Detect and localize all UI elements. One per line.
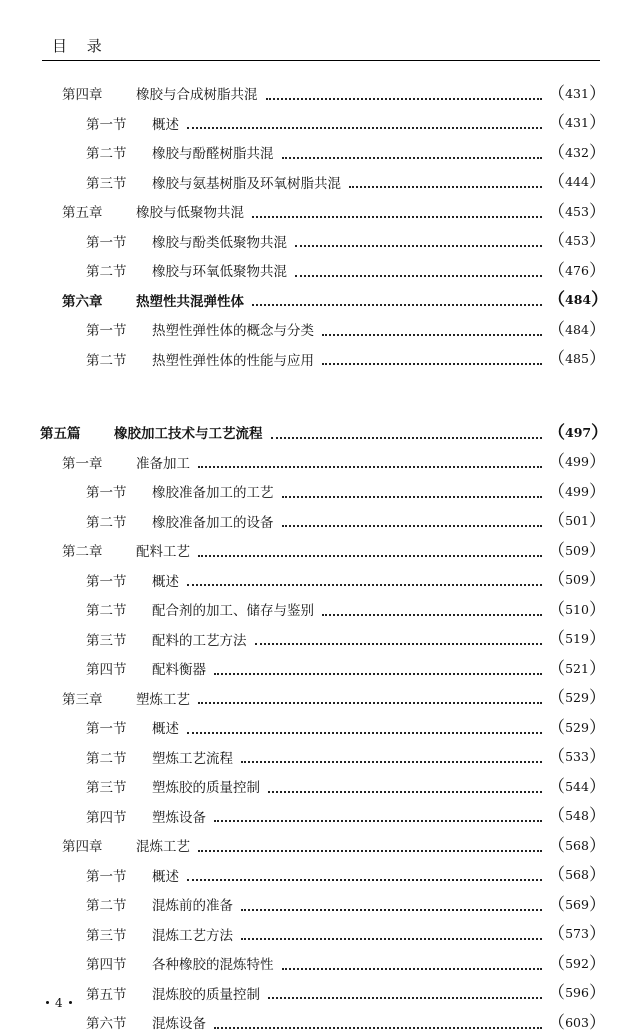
paren-right: ） bbox=[589, 806, 606, 826]
paren-left: （ bbox=[548, 865, 565, 885]
toc-entry-label bbox=[86, 868, 179, 885]
toc-entry-number: 第二节 bbox=[86, 750, 127, 767]
toc-page-number: 453 bbox=[565, 203, 589, 219]
paren-left: （ bbox=[548, 481, 565, 502]
toc-page-number: 499 bbox=[565, 483, 589, 499]
toc-entry-page bbox=[548, 658, 606, 679]
toc-leader-dots bbox=[241, 761, 542, 763]
toc-entry-number: 第二节 bbox=[86, 352, 127, 369]
paren-left: （ bbox=[548, 835, 565, 856]
paren-left: （ bbox=[548, 983, 565, 1003]
paren-left: （ bbox=[548, 688, 565, 708]
footer-dot-right-icon bbox=[69, 1001, 72, 1004]
toc-entry-page bbox=[548, 776, 606, 797]
toc-leader-dots bbox=[214, 1027, 542, 1029]
paren-left: （ bbox=[548, 806, 565, 826]
toc-entry[interactable] bbox=[40, 766, 606, 797]
toc-entry-page bbox=[548, 422, 609, 443]
toc-entry-title: 概述 bbox=[152, 721, 179, 737]
toc-entry-label bbox=[86, 927, 233, 944]
toc-entry-page bbox=[548, 894, 606, 915]
toc-entry-title: 橡胶准备加工的设备 bbox=[152, 514, 274, 531]
header-divider bbox=[42, 60, 600, 61]
toc-entry-number: 第一节 bbox=[86, 485, 127, 501]
paren-left: （ bbox=[548, 570, 565, 590]
toc-entry-page bbox=[548, 865, 606, 885]
toc-leader-dots bbox=[187, 732, 542, 734]
paren-left: （ bbox=[548, 260, 565, 281]
toc-entry-title: 热塑性共混弹性体 bbox=[136, 293, 244, 310]
toc-page-number: 521 bbox=[565, 660, 589, 676]
toc-entry-page bbox=[548, 717, 606, 738]
toc-entry-number: 第四节 bbox=[86, 809, 127, 826]
toc-entry-label bbox=[62, 691, 190, 708]
toc-entry-label bbox=[86, 750, 233, 767]
toc-entry-number: 第二节 bbox=[86, 514, 127, 531]
toc-entry-label bbox=[86, 723, 179, 737]
toc-entry-label bbox=[62, 293, 244, 310]
toc-entry[interactable] bbox=[40, 914, 606, 944]
toc-entry-page bbox=[548, 511, 606, 531]
toc-page-number: 529 bbox=[565, 719, 589, 735]
toc-leader-dots bbox=[187, 127, 542, 129]
toc-entry[interactable] bbox=[40, 648, 606, 679]
toc-entry-page bbox=[548, 747, 606, 767]
toc-entry-number: 第三节 bbox=[86, 927, 127, 944]
paren-left: （ bbox=[548, 319, 565, 340]
toc-entry[interactable] bbox=[40, 412, 609, 443]
toc-entry-number: 第二节 bbox=[86, 146, 127, 162]
toc-leader-dots bbox=[255, 643, 543, 645]
toc-entry[interactable] bbox=[40, 162, 606, 192]
toc-entry-number: 第五章 bbox=[62, 205, 103, 221]
paren-right: ） bbox=[589, 599, 606, 620]
toc-entry-label bbox=[86, 959, 274, 973]
toc-leader-dots bbox=[282, 525, 543, 527]
paren-left: （ bbox=[548, 452, 565, 472]
toc-entry-title: 混炼工艺 bbox=[136, 839, 190, 855]
toc-page-number: 444 bbox=[565, 174, 589, 189]
toc-entry-title: 橡胶与酚醛树脂共混 bbox=[152, 146, 274, 162]
toc-page-number: 568 bbox=[565, 837, 589, 853]
toc-entry-page bbox=[548, 481, 606, 502]
toc-entry-label bbox=[86, 605, 314, 619]
toc-entry-label bbox=[62, 89, 258, 103]
toc-entry-label bbox=[62, 546, 190, 560]
toc-entry-page bbox=[548, 113, 606, 133]
toc-page-number: 432 bbox=[565, 144, 589, 160]
footer-page-number: 4 bbox=[55, 996, 63, 1010]
toc-entry-number: 第一节 bbox=[86, 116, 127, 133]
toc-entry-label bbox=[86, 1018, 206, 1032]
paren-right: ） bbox=[589, 113, 606, 133]
toc-entry-number: 第四章 bbox=[62, 87, 103, 103]
paren-left: （ bbox=[548, 776, 565, 797]
toc-entry-label bbox=[86, 487, 274, 501]
paren-right: ） bbox=[589, 1012, 606, 1033]
toc-page-number: 431 bbox=[565, 85, 589, 101]
toc-page-number: 510 bbox=[565, 601, 589, 617]
toc-page-number: 497 bbox=[565, 424, 592, 440]
toc-entry[interactable] bbox=[40, 250, 606, 281]
toc-entry-label bbox=[40, 428, 263, 442]
toc-entry[interactable] bbox=[40, 796, 606, 826]
toc-leader-dots bbox=[187, 879, 542, 881]
toc-entry-number: 第二节 bbox=[86, 603, 127, 619]
toc-entry-number: 第六章 bbox=[62, 293, 103, 310]
toc-leader-dots bbox=[295, 275, 542, 277]
toc-leader-dots bbox=[322, 363, 542, 365]
toc-leader-dots bbox=[198, 850, 542, 852]
paren-right: ） bbox=[589, 481, 606, 502]
toc-spacer bbox=[40, 368, 602, 412]
toc-entry-title: 配料的工艺方法 bbox=[152, 632, 247, 649]
toc-entry-page bbox=[548, 570, 606, 590]
page-header bbox=[40, 22, 602, 56]
toc-entry[interactable] bbox=[40, 678, 606, 708]
toc-entry[interactable] bbox=[40, 103, 606, 133]
page-title: 目 录 bbox=[52, 37, 110, 55]
toc-leader-dots bbox=[241, 938, 542, 940]
paren-right: ） bbox=[589, 319, 606, 340]
toc-entry-number: 第一节 bbox=[86, 868, 127, 885]
toc-entry-number: 第三节 bbox=[86, 780, 127, 796]
toc-entry[interactable] bbox=[40, 973, 606, 1003]
paren-right: ） bbox=[589, 894, 606, 915]
toc-entry-number: 第一章 bbox=[62, 455, 103, 472]
toc-entry-page bbox=[548, 953, 606, 974]
paren-right: ） bbox=[589, 83, 606, 104]
toc-entry-number: 第三节 bbox=[86, 175, 127, 192]
toc-entry[interactable] bbox=[40, 560, 606, 590]
toc-entry-number: 第一节 bbox=[86, 573, 127, 590]
toc-entry[interactable] bbox=[40, 619, 606, 649]
toc-entry-title: 混炼前的准备 bbox=[152, 898, 233, 914]
toc-entry-page bbox=[548, 983, 606, 1003]
toc-entry[interactable] bbox=[40, 530, 606, 561]
paren-right: ） bbox=[589, 953, 606, 974]
toc-entry[interactable] bbox=[40, 309, 606, 340]
toc-entry-title: 概述 bbox=[152, 116, 179, 133]
toc-entry-label bbox=[86, 632, 247, 649]
paren-right: ） bbox=[589, 835, 606, 856]
toc-page-number: 548 bbox=[565, 808, 589, 823]
toc-entry-title: 塑炼设备 bbox=[152, 809, 206, 826]
toc-entry[interactable] bbox=[40, 501, 606, 531]
toc-entry-title: 准备加工 bbox=[136, 455, 190, 472]
toc-entry[interactable] bbox=[40, 73, 606, 104]
paren-left: （ bbox=[548, 172, 565, 192]
paren-left: （ bbox=[548, 83, 565, 104]
paren-right: ） bbox=[589, 349, 606, 369]
toc-entry-title: 热塑性弹性体的性能与应用 bbox=[152, 352, 314, 369]
toc-entry-page bbox=[548, 806, 606, 826]
toc-entry-title: 橡胶与环氧低聚物共混 bbox=[152, 264, 287, 280]
paren-left: （ bbox=[548, 422, 565, 443]
toc-entry[interactable] bbox=[40, 884, 606, 915]
toc-entry-label bbox=[86, 325, 314, 339]
toc-leader-dots bbox=[349, 186, 542, 188]
toc-page-number: 484 bbox=[565, 321, 589, 337]
paren-right: ） bbox=[589, 540, 606, 561]
paren-left: （ bbox=[548, 231, 565, 251]
toc-entry-label bbox=[62, 455, 190, 472]
toc-entry-number: 第三节 bbox=[86, 632, 127, 649]
paren-right: ） bbox=[589, 776, 606, 797]
toc-entry-title: 热塑性弹性体的概念与分类 bbox=[152, 323, 314, 339]
paren-left: （ bbox=[548, 349, 565, 369]
paren-right: ） bbox=[589, 717, 606, 738]
paren-left: （ bbox=[548, 142, 565, 163]
toc-entry[interactable] bbox=[40, 737, 606, 767]
toc-leader-dots bbox=[282, 157, 543, 159]
toc-entry-page bbox=[548, 688, 606, 708]
toc-entry-title: 橡胶准备加工的工艺 bbox=[152, 485, 274, 501]
toc-entry[interactable] bbox=[40, 221, 606, 251]
toc-entry-page bbox=[548, 201, 606, 222]
page-footer bbox=[40, 996, 78, 1010]
paren-left: （ bbox=[548, 540, 565, 561]
toc-entry-title: 塑炼胶的质量控制 bbox=[152, 780, 260, 796]
toc-page-number: 573 bbox=[565, 926, 589, 941]
toc-entry-page bbox=[548, 1012, 606, 1033]
toc-entry-page bbox=[548, 599, 606, 620]
toc-entry-title: 配合剂的加工、储存与鉴别 bbox=[152, 603, 314, 619]
toc-entry-label bbox=[86, 782, 260, 796]
toc-entry[interactable] bbox=[40, 825, 606, 856]
toc-page-number: 592 bbox=[565, 955, 589, 971]
toc-entry-page bbox=[548, 290, 609, 310]
paren-left: （ bbox=[548, 953, 565, 974]
toc-entry[interactable] bbox=[40, 1002, 606, 1033]
toc-leader-dots bbox=[268, 791, 542, 793]
toc-page-number: 568 bbox=[565, 867, 589, 882]
paren-right: ） bbox=[589, 688, 606, 708]
toc-page-number: 544 bbox=[565, 778, 589, 794]
toc-entry-title: 橡胶与低聚物共混 bbox=[136, 205, 244, 221]
toc-entry-label bbox=[86, 900, 233, 914]
toc-entry-number: 第二节 bbox=[86, 898, 127, 914]
toc-page-number: 501 bbox=[565, 513, 589, 528]
toc-entry-label bbox=[86, 664, 206, 678]
toc-entry-label bbox=[86, 148, 274, 162]
toc-leader-dots bbox=[268, 997, 542, 999]
paren-left: （ bbox=[548, 511, 565, 531]
paren-right: ） bbox=[589, 570, 606, 590]
paren-right: ） bbox=[589, 142, 606, 163]
toc-entry-number: 第六节 bbox=[86, 1016, 127, 1032]
toc-leader-dots bbox=[266, 98, 543, 100]
toc-entry-page bbox=[548, 835, 606, 856]
toc-page-number: 453 bbox=[565, 233, 589, 248]
toc-entry-label bbox=[86, 266, 287, 280]
toc-entry-number: 第二章 bbox=[62, 544, 103, 560]
toc-entry-number: 第五节 bbox=[86, 986, 127, 1003]
toc-entry-number: 第三章 bbox=[62, 691, 103, 708]
toc-entry[interactable] bbox=[40, 589, 606, 620]
toc-entry-number: 第一节 bbox=[86, 234, 127, 251]
paren-left: （ bbox=[548, 894, 565, 915]
toc-entry-label bbox=[62, 207, 244, 221]
toc-entry-number: 第四节 bbox=[86, 957, 127, 973]
toc-entry-title: 橡胶与酚类低聚物共混 bbox=[152, 234, 287, 251]
paren-right: ） bbox=[589, 747, 606, 767]
toc-entry-number: 第五篇 bbox=[40, 426, 81, 442]
paren-left: （ bbox=[548, 201, 565, 222]
toc-entry[interactable] bbox=[40, 442, 606, 472]
toc-entry-title: 配料衡器 bbox=[152, 662, 206, 678]
toc-leader-dots bbox=[322, 614, 542, 616]
toc-page-number: 529 bbox=[565, 690, 589, 705]
paren-right: ） bbox=[589, 201, 606, 222]
toc-entry-page bbox=[548, 231, 606, 251]
toc-entry-number: 第二节 bbox=[86, 264, 127, 280]
toc-entry-title: 橡胶与氨基树脂及环氧树脂共混 bbox=[152, 175, 341, 192]
paren-left: （ bbox=[548, 629, 565, 649]
toc-entry-label bbox=[86, 116, 179, 133]
paren-right: ） bbox=[591, 290, 609, 310]
paren-left: （ bbox=[548, 747, 565, 767]
toc-entry-label bbox=[86, 809, 206, 826]
toc-entry-label bbox=[62, 841, 190, 855]
toc-page-number: 596 bbox=[565, 985, 589, 1000]
toc-leader-dots bbox=[252, 216, 542, 218]
toc-page-number: 569 bbox=[565, 896, 589, 912]
toc-page-number: 431 bbox=[565, 115, 589, 130]
toc-page-number: 509 bbox=[565, 542, 589, 558]
toc-entry-page bbox=[548, 540, 606, 561]
toc-leader-dots bbox=[282, 496, 543, 498]
toc-entry-title: 概述 bbox=[152, 868, 179, 885]
toc-leader-dots bbox=[214, 673, 542, 675]
paren-left: （ bbox=[548, 924, 565, 944]
paren-right: ） bbox=[589, 924, 606, 944]
toc-entry[interactable] bbox=[40, 191, 606, 222]
toc-entry-page bbox=[548, 172, 606, 192]
toc-leader-dots bbox=[198, 555, 542, 557]
paren-left: （ bbox=[548, 717, 565, 738]
toc-entry-title: 橡胶加工技术与工艺流程 bbox=[114, 426, 263, 442]
toc-leader-dots bbox=[282, 968, 543, 970]
paren-right: ） bbox=[589, 629, 606, 649]
toc-entry-number: 第一节 bbox=[86, 323, 127, 339]
toc-entry-number: 第四章 bbox=[62, 839, 103, 855]
paren-right: ） bbox=[589, 452, 606, 472]
toc-entry-page bbox=[548, 629, 606, 649]
toc-leader-dots bbox=[322, 334, 542, 336]
toc-entry[interactable] bbox=[40, 855, 606, 885]
paren-right: ） bbox=[589, 172, 606, 192]
toc-page-number: 603 bbox=[565, 1014, 589, 1030]
toc-entry[interactable] bbox=[40, 339, 606, 369]
toc-entry-title: 概述 bbox=[152, 573, 179, 590]
paren-right: ） bbox=[589, 983, 606, 1003]
toc-leader-dots bbox=[271, 437, 543, 439]
paren-left: （ bbox=[548, 1012, 565, 1033]
toc-entry-title: 混炼胶的质量控制 bbox=[152, 986, 260, 1003]
toc-entry-title: 各种橡胶的混炼特性 bbox=[152, 957, 274, 973]
toc-page-number: 499 bbox=[565, 454, 589, 469]
toc-entry-label bbox=[86, 573, 179, 590]
toc-page-number: 533 bbox=[565, 749, 589, 764]
toc-entry-number: 第四节 bbox=[86, 662, 127, 678]
toc-entry-title: 塑炼工艺 bbox=[136, 691, 190, 708]
toc-entry-label bbox=[86, 352, 314, 369]
toc-entry-page bbox=[548, 349, 606, 369]
paren-right: ） bbox=[589, 865, 606, 885]
toc-entry-page bbox=[548, 83, 606, 104]
toc-entry-title: 橡胶与合成树脂共混 bbox=[136, 87, 258, 103]
toc-leader-dots bbox=[252, 304, 542, 306]
toc-leader-dots bbox=[187, 584, 542, 586]
toc-entry-number: 第一节 bbox=[86, 721, 127, 737]
toc-entry-title: 塑炼工艺流程 bbox=[152, 750, 233, 767]
toc-entry-page bbox=[548, 924, 606, 944]
toc-entry-title: 配料工艺 bbox=[136, 544, 190, 560]
toc-page-number: 476 bbox=[565, 262, 589, 278]
toc-entry-page bbox=[548, 452, 606, 472]
toc-entry[interactable] bbox=[40, 132, 606, 163]
paren-left: （ bbox=[548, 658, 565, 679]
toc-leader-dots bbox=[214, 820, 542, 822]
toc-entry-label bbox=[86, 234, 287, 251]
toc-leader-dots bbox=[295, 245, 542, 247]
paren-right: ） bbox=[589, 260, 606, 281]
toc-entry-label bbox=[86, 514, 274, 531]
toc-entry-label bbox=[86, 175, 341, 192]
toc-page-number: 519 bbox=[565, 631, 589, 646]
toc-leader-dots bbox=[198, 466, 542, 468]
toc-entry-title: 混炼设备 bbox=[152, 1016, 206, 1032]
paren-left: （ bbox=[548, 290, 565, 310]
paren-right: ） bbox=[589, 511, 606, 531]
paren-left: （ bbox=[548, 599, 565, 620]
toc-leader-dots bbox=[241, 909, 542, 911]
toc-entry-title: 混炼工艺方法 bbox=[152, 927, 233, 944]
table-of-contents bbox=[40, 73, 609, 1033]
toc-entry[interactable] bbox=[40, 280, 609, 310]
paren-right: ） bbox=[589, 231, 606, 251]
toc-entry[interactable] bbox=[40, 943, 606, 974]
toc-entry-page bbox=[548, 260, 606, 281]
paren-left: （ bbox=[548, 113, 565, 133]
toc-entry[interactable] bbox=[40, 707, 606, 738]
toc-page-number: 509 bbox=[565, 572, 589, 587]
footer-dot-left-icon bbox=[46, 1001, 49, 1004]
toc-page-number: 484 bbox=[565, 292, 592, 307]
paren-right: ） bbox=[589, 658, 606, 679]
toc-entry-page bbox=[548, 142, 606, 163]
toc-entry[interactable] bbox=[40, 471, 606, 502]
toc-page-number: 485 bbox=[565, 351, 589, 366]
toc-leader-dots bbox=[198, 702, 542, 704]
toc-entry-label bbox=[86, 986, 260, 1003]
toc-entry-page bbox=[548, 319, 606, 340]
paren-right: ） bbox=[591, 422, 609, 443]
